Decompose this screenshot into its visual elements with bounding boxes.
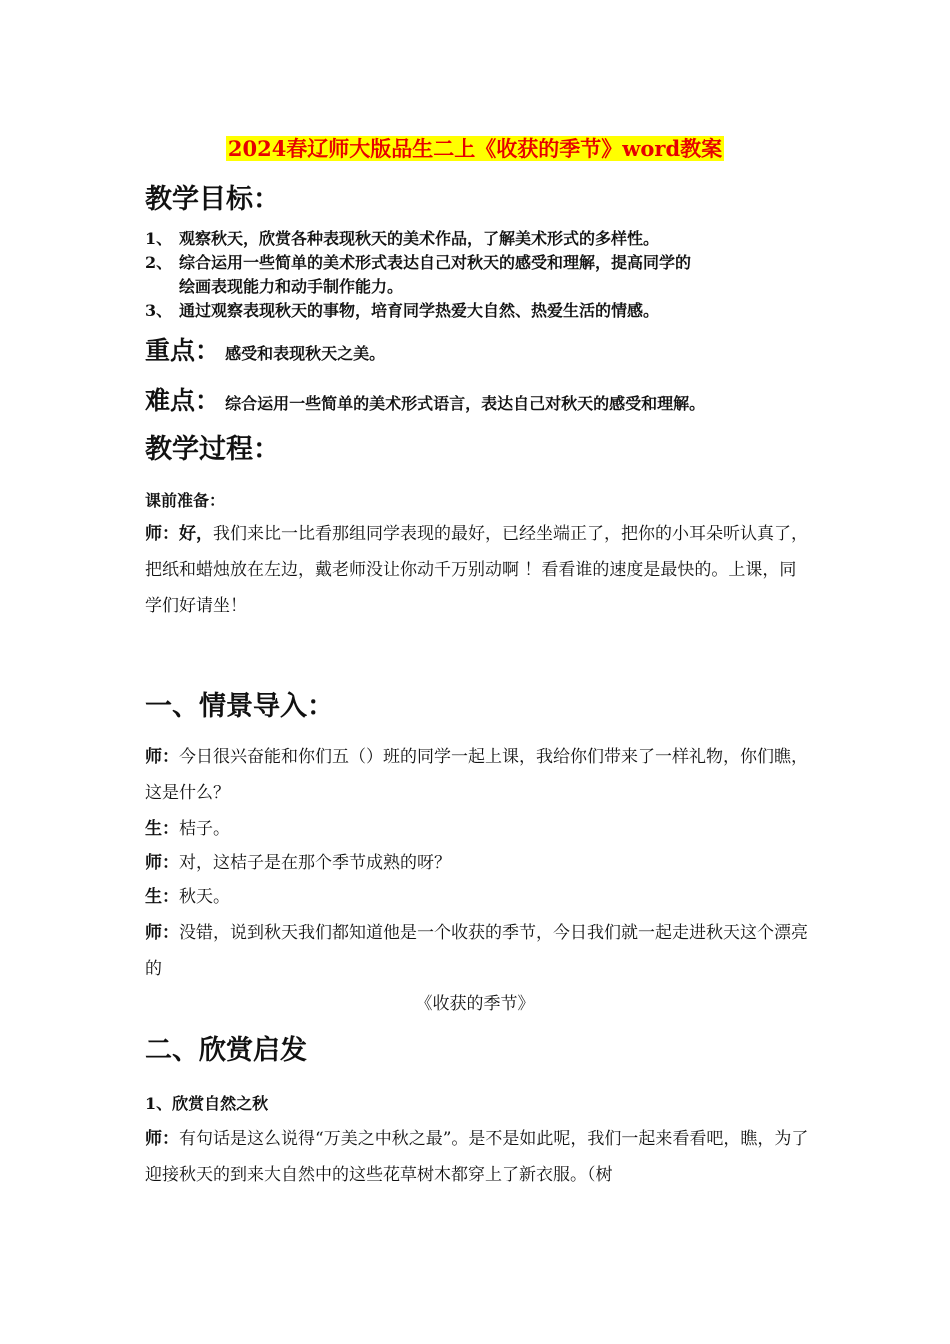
- section2-paragraph: 师：有句话是这么说得“万美之中秋之最”。是不是如此呢，我们一起来看看吧，瞧，为了迎接秋天的到来大自然中的这些花草树木都穿上了新衣服。（树: [145, 1129, 809, 1185]
- dialog-line: 师：今日很兴奋能和你们五（）班的同学一起上课，我给你们带来了一样礼物，你们瞧，这是什么？: [145, 747, 808, 803]
- difficulty: [145, 383, 705, 422]
- section2-subheading: 1、欣赏自然之秋: [145, 1094, 269, 1113]
- section1-heading: 一、情景导入：: [145, 691, 334, 722]
- goal-item-2: 2、 综合运用一些简单的美术形式表达自己对秋天的感受和理解，提高同学的 绘画表现能力和动手制作能力。: [145, 251, 825, 299]
- key-point: [145, 333, 385, 372]
- goal-item-1: 1、 观察秋天，欣赏各种表现秋天的美术作品，了解美术形式的多样性。: [145, 229, 660, 248]
- prep-speaker: 师：好，: [145, 524, 213, 544]
- document-title: 2024春辽师大版品生二上《收获的季节》word教案: [227, 136, 723, 161]
- lesson-title-center: 《收获的季节》: [415, 994, 535, 1014]
- goals-heading: 教学目标：: [145, 184, 280, 215]
- key-point-label: 重点：: [145, 336, 221, 365]
- prep-paragraph: 师：好，我们来比一比看那组同学表现的最好，已经坐端正了，把你的小耳朵听认真了，把纸和蜡烛放在左边，戴老师没让你动千万别动啊 ！看看谁的速度是最快的。上课，同学们好请坐！: [145, 524, 808, 616]
- dialog-line: 生：桔子。: [145, 819, 230, 839]
- difficulty-label: 难点：: [145, 386, 221, 415]
- goal-item-3: 3、 通过观察表现秋天的事物，培育同学热爱大自然、热爱生活的情感。: [145, 301, 660, 320]
- dialog-line: 师：没错，说到秋天我们都知道他是一个收获的季节，今日我们就一起走进秋天这个漂亮的: [145, 923, 808, 979]
- dialog-line: 生：秋天。: [145, 887, 230, 907]
- difficulty-text: 综合运用一些简单的美术形式语言，表达自己对秋天的感受和理解。: [225, 394, 706, 413]
- dialog-line: 师：对，这桔子是在那个季节成熟的呀？: [145, 853, 451, 873]
- section2-heading: 二、欣赏启发: [145, 1035, 307, 1066]
- goal-item-2-continuation: 绘画表现能力和动手制作能力。: [179, 277, 404, 296]
- process-heading: 教学过程：: [145, 434, 280, 465]
- prep-label: 课前准备：: [145, 491, 226, 510]
- key-point-text: 感受和表现秋天之美。: [225, 344, 386, 363]
